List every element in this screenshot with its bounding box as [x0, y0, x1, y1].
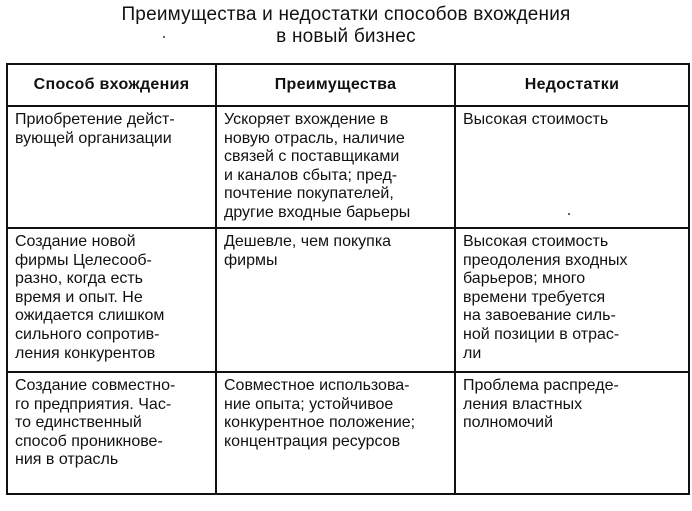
- table-header-row: [7, 64, 689, 106]
- cell-line: на завоевание силь-: [463, 307, 616, 325]
- cell-line: Дешевле, чем покупка: [224, 233, 392, 250]
- cell-line: преодоления входных: [463, 251, 628, 269]
- table-row: [7, 106, 689, 228]
- cell-line: Проблема распреде-: [463, 377, 619, 394]
- cell-line: полномочий: [463, 414, 554, 432]
- comparison-table: [6, 63, 690, 495]
- title-line-2: в новый бизнес: [276, 26, 416, 47]
- cell-line: ожидается слишком: [15, 307, 165, 325]
- cell-disadvantages: [455, 106, 689, 228]
- cell-line: вующей организации: [15, 129, 172, 147]
- cell-line: ной позиции в отрас-: [463, 325, 620, 343]
- cell-line: концентрация ресурсов: [224, 432, 401, 450]
- cell-line: Ускоряет вхождение в: [224, 111, 389, 128]
- cell-line: новую отрасль, наличие: [224, 129, 405, 147]
- cell-line: разно, когда есть: [15, 270, 144, 288]
- header-method: Способ вхождения: [7, 64, 216, 106]
- cell-line: ления конкурентов: [15, 344, 156, 362]
- scan-speck: [163, 36, 165, 38]
- cell-line: и каналов сбыта; пред-: [224, 166, 398, 184]
- title-line-1: Преимущества и недостатки способов вхождения: [121, 4, 571, 25]
- cell-line: ние опыта; устойчивое: [224, 395, 394, 413]
- cell-method: [7, 228, 216, 372]
- cell-line: Приобретение дейст-: [15, 111, 175, 128]
- cell-line: Высокая стоимость: [463, 233, 609, 250]
- cell-line: времени требуется: [463, 288, 606, 306]
- cell-line: фирмы: [224, 251, 278, 269]
- cell-line: ния в отрасль: [15, 451, 119, 469]
- cell-advantages: [216, 106, 455, 228]
- cell-line: ления властных: [463, 395, 583, 413]
- table-row: [7, 228, 689, 372]
- cell-line: Совместное использова-: [224, 377, 410, 394]
- cell-line: сильного сопротив-: [15, 325, 160, 343]
- cell-line: го предприятия. Час-: [15, 395, 172, 413]
- cell-line: ли: [463, 344, 482, 362]
- cell-advantages: [216, 228, 455, 372]
- header-disadvantages: Недостатки: [455, 64, 689, 106]
- cell-line: почтение покупателей,: [224, 185, 394, 203]
- header-advantages: Преимущества: [216, 64, 455, 106]
- cell-line: способ проникнове-: [15, 432, 163, 450]
- cell-line: другие входные барьеры: [224, 203, 411, 221]
- cell-line: фирмы Целесооб-: [15, 251, 152, 269]
- cell-method: [7, 372, 216, 494]
- cell-line: связей с поставщиками: [224, 148, 400, 166]
- cell-line: время и опыт. Не: [15, 288, 143, 306]
- cell-line: конкурентное положение;: [224, 414, 416, 432]
- cell-line: Создание новой: [15, 233, 136, 250]
- table-row: [7, 372, 689, 494]
- cell-line: Создание совместно-: [15, 377, 176, 394]
- cell-line: Высокая стоимость: [463, 111, 609, 128]
- cell-disadvantages: [455, 372, 689, 494]
- cell-disadvantages: [455, 228, 689, 372]
- cell-line: то единственный: [15, 414, 142, 432]
- cell-advantages: [216, 372, 455, 494]
- cell-line: барьеров; много: [463, 270, 586, 288]
- page-title: [0, 4, 692, 48]
- cell-method: [7, 106, 216, 228]
